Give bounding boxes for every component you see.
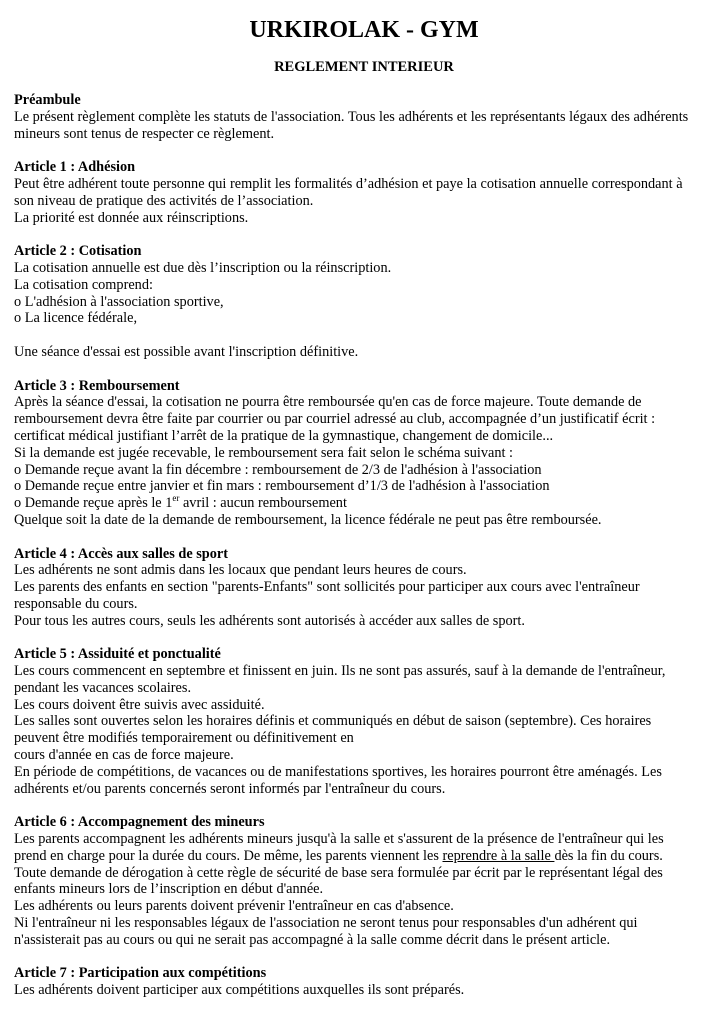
paragraph-line: n'assisterait pas au cours ou qui ne serait pas accompagné à la salle comme décrit dans le présent article. [14,931,611,948]
paragraph-line: Après la séance d'essai, la cotisation ne pourra être remboursée qu'en cas de force majeure. Toute demande de [14,394,642,411]
section-article-1 [14,159,716,226]
paragraph-line: Pour tous les autres cours, seuls les adhérents sont autorisés à accéder aux salles de sport. [14,612,525,629]
paragraph-line: enfants mineurs lors de l’inscription en début d'année. [14,881,324,898]
paragraph-line: Les cours doivent être suivis avec assiduité. [14,696,265,713]
paragraph-line: son niveau de pratique des activités de l’association. [14,192,314,209]
paragraph-line: Une séance d'essai est possible avant l'inscription définitive. [14,343,359,360]
document-body [14,92,716,1016]
section-preambule [14,92,716,142]
paragraph-line: mineurs sont tenus de respecter ce règlement. [14,125,275,142]
paragraph-line: remboursement devra être faite par courrier ou par courriel adressé au club, accompagnée d’un justificatif écrit : [14,411,656,428]
paragraph-line: responsable du cours. [14,595,138,612]
paragraph-line: peuvent être modifiés temporairement ou définitivement en [14,730,354,747]
paragraph-line: Le présent règlement complète les statuts de l'association. Tous les adhérents et les représentants légaux des adhérents [14,108,689,125]
document-subtitle: REGLEMENT INTERIEUR [274,59,454,75]
paragraph-line: cours d'année en cas de force majeure. [14,747,234,764]
paragraph-line: Les salles sont ouvertes selon les horaires définis et communiqués en début de saison (septembre). Ces horaires [14,713,652,730]
paragraph-line: Peut être adhérent toute personne qui remplit les formalités d’adhésion et paye la cotisation annuelle correspondant à [14,175,683,192]
section-article-7 [14,965,716,999]
paragraph-line: Les cours commencent en septembre et finissent en juin. Ils ne sont pas assurés, sauf à la demande de l'entraîneur, [14,663,666,680]
section-article-2 [14,243,716,327]
section-article-5 [14,646,716,797]
paragraph-line: La cotisation comprend: [14,276,153,293]
paragraph-line: certificat médical justifiant l’arrêt de la pratique de la gymnastique, changement de domicile... [14,427,554,444]
paragraph-line: adhérents et/ou parents concernés seront informés par l'entraîneur du cours. [14,780,446,797]
section-heading: Article 4 : Accès aux salles de sport [14,545,229,562]
section-heading: Article 6 : Accompagnement des mineurs [14,814,265,831]
paragraph-line: Les parents des enfants en section "parents-Enfants" sont sollicités pour participer aux cours avec l'entraîneur [14,579,640,596]
paragraph-line: Toute demande de dérogation à cette règle de sécurité de base sera formulée par écrit par le représentant légal des [14,864,663,881]
list-item: o La licence fédérale, [14,310,138,327]
paragraph-line: pendant les vacances scolaires. [14,679,192,696]
superscript: er [172,493,180,504]
section-article-6 [14,814,716,948]
paragraph-line [14,848,716,865]
list-item: o L'adhésion à l'association sportive, [14,293,224,310]
section-heading: Article 2 : Cotisation [14,243,142,260]
text-run: prend en charge pour la durée du cours. De même, les parents viennent les [14,847,443,864]
section-article-4 [14,546,716,630]
paragraph-line: Les parents accompagnent les adhérents mineurs jusqu'à la salle et s'assurent de la présence de l'entraîneur qui les [14,831,664,848]
section-heading: Article 3 : Remboursement [14,377,180,394]
paragraph-line: Ni l'entraîneur ni les responsables légaux de l'association ne seront tenus pour responsables d'un adhérent qui [14,915,638,932]
section-heading: Article 1 : Adhésion [14,159,136,176]
section-article-3 [14,378,716,529]
paragraph-line: Les adhérents doivent participer aux compétitions auxquelles ils sont préparés. [14,982,465,999]
paragraph-line: Si la demande est jugée recevable, le remboursement sera fait selon le schéma suivant : [14,444,514,461]
text-run: avril : aucun remboursement [179,495,347,512]
list-item [14,495,716,512]
paragraph-line: En période de compétitions, de vacances ou de manifestations sportives, les horaires pourront être aménagés. Les [14,763,662,780]
text-run: o Demande reçue après le 1 [14,495,173,512]
section-article-2-note [14,344,716,361]
list-item: o Demande reçue entre janvier et fin mars : remboursement d’1/3 de l'adhésion à l'association [14,478,550,495]
paragraph-line: Les adhérents ne sont admis dans les locaux que pendant leurs heures de cours. [14,562,467,579]
section-heading: Article 5 : Assiduité et ponctualité [14,646,221,663]
paragraph-line: Les adhérents ou leurs parents doivent prévenir l'entraîneur en cas d'absence. [14,898,454,915]
paragraph-line: Quelque soit la date de la demande de remboursement, la licence fédérale ne peut pas être remboursée. [14,511,602,528]
paragraph-line: La cotisation annuelle est due dès l’inscription ou la réinscription. [14,259,392,276]
underlined-text: reprendre à la salle [442,847,555,864]
paragraph-line: La priorité est donnée aux réinscriptions. [14,209,249,226]
document-title: URKIROLAK - GYM [249,17,479,43]
section-heading: Préambule [14,92,81,108]
text-run: dès la fin du cours. [554,847,663,864]
list-item: o Demande reçue avant la fin décembre : remboursement de 2/3 de l'adhésion à l'association [14,461,542,478]
section-heading: Article 7 : Participation aux compétitions [14,965,267,982]
